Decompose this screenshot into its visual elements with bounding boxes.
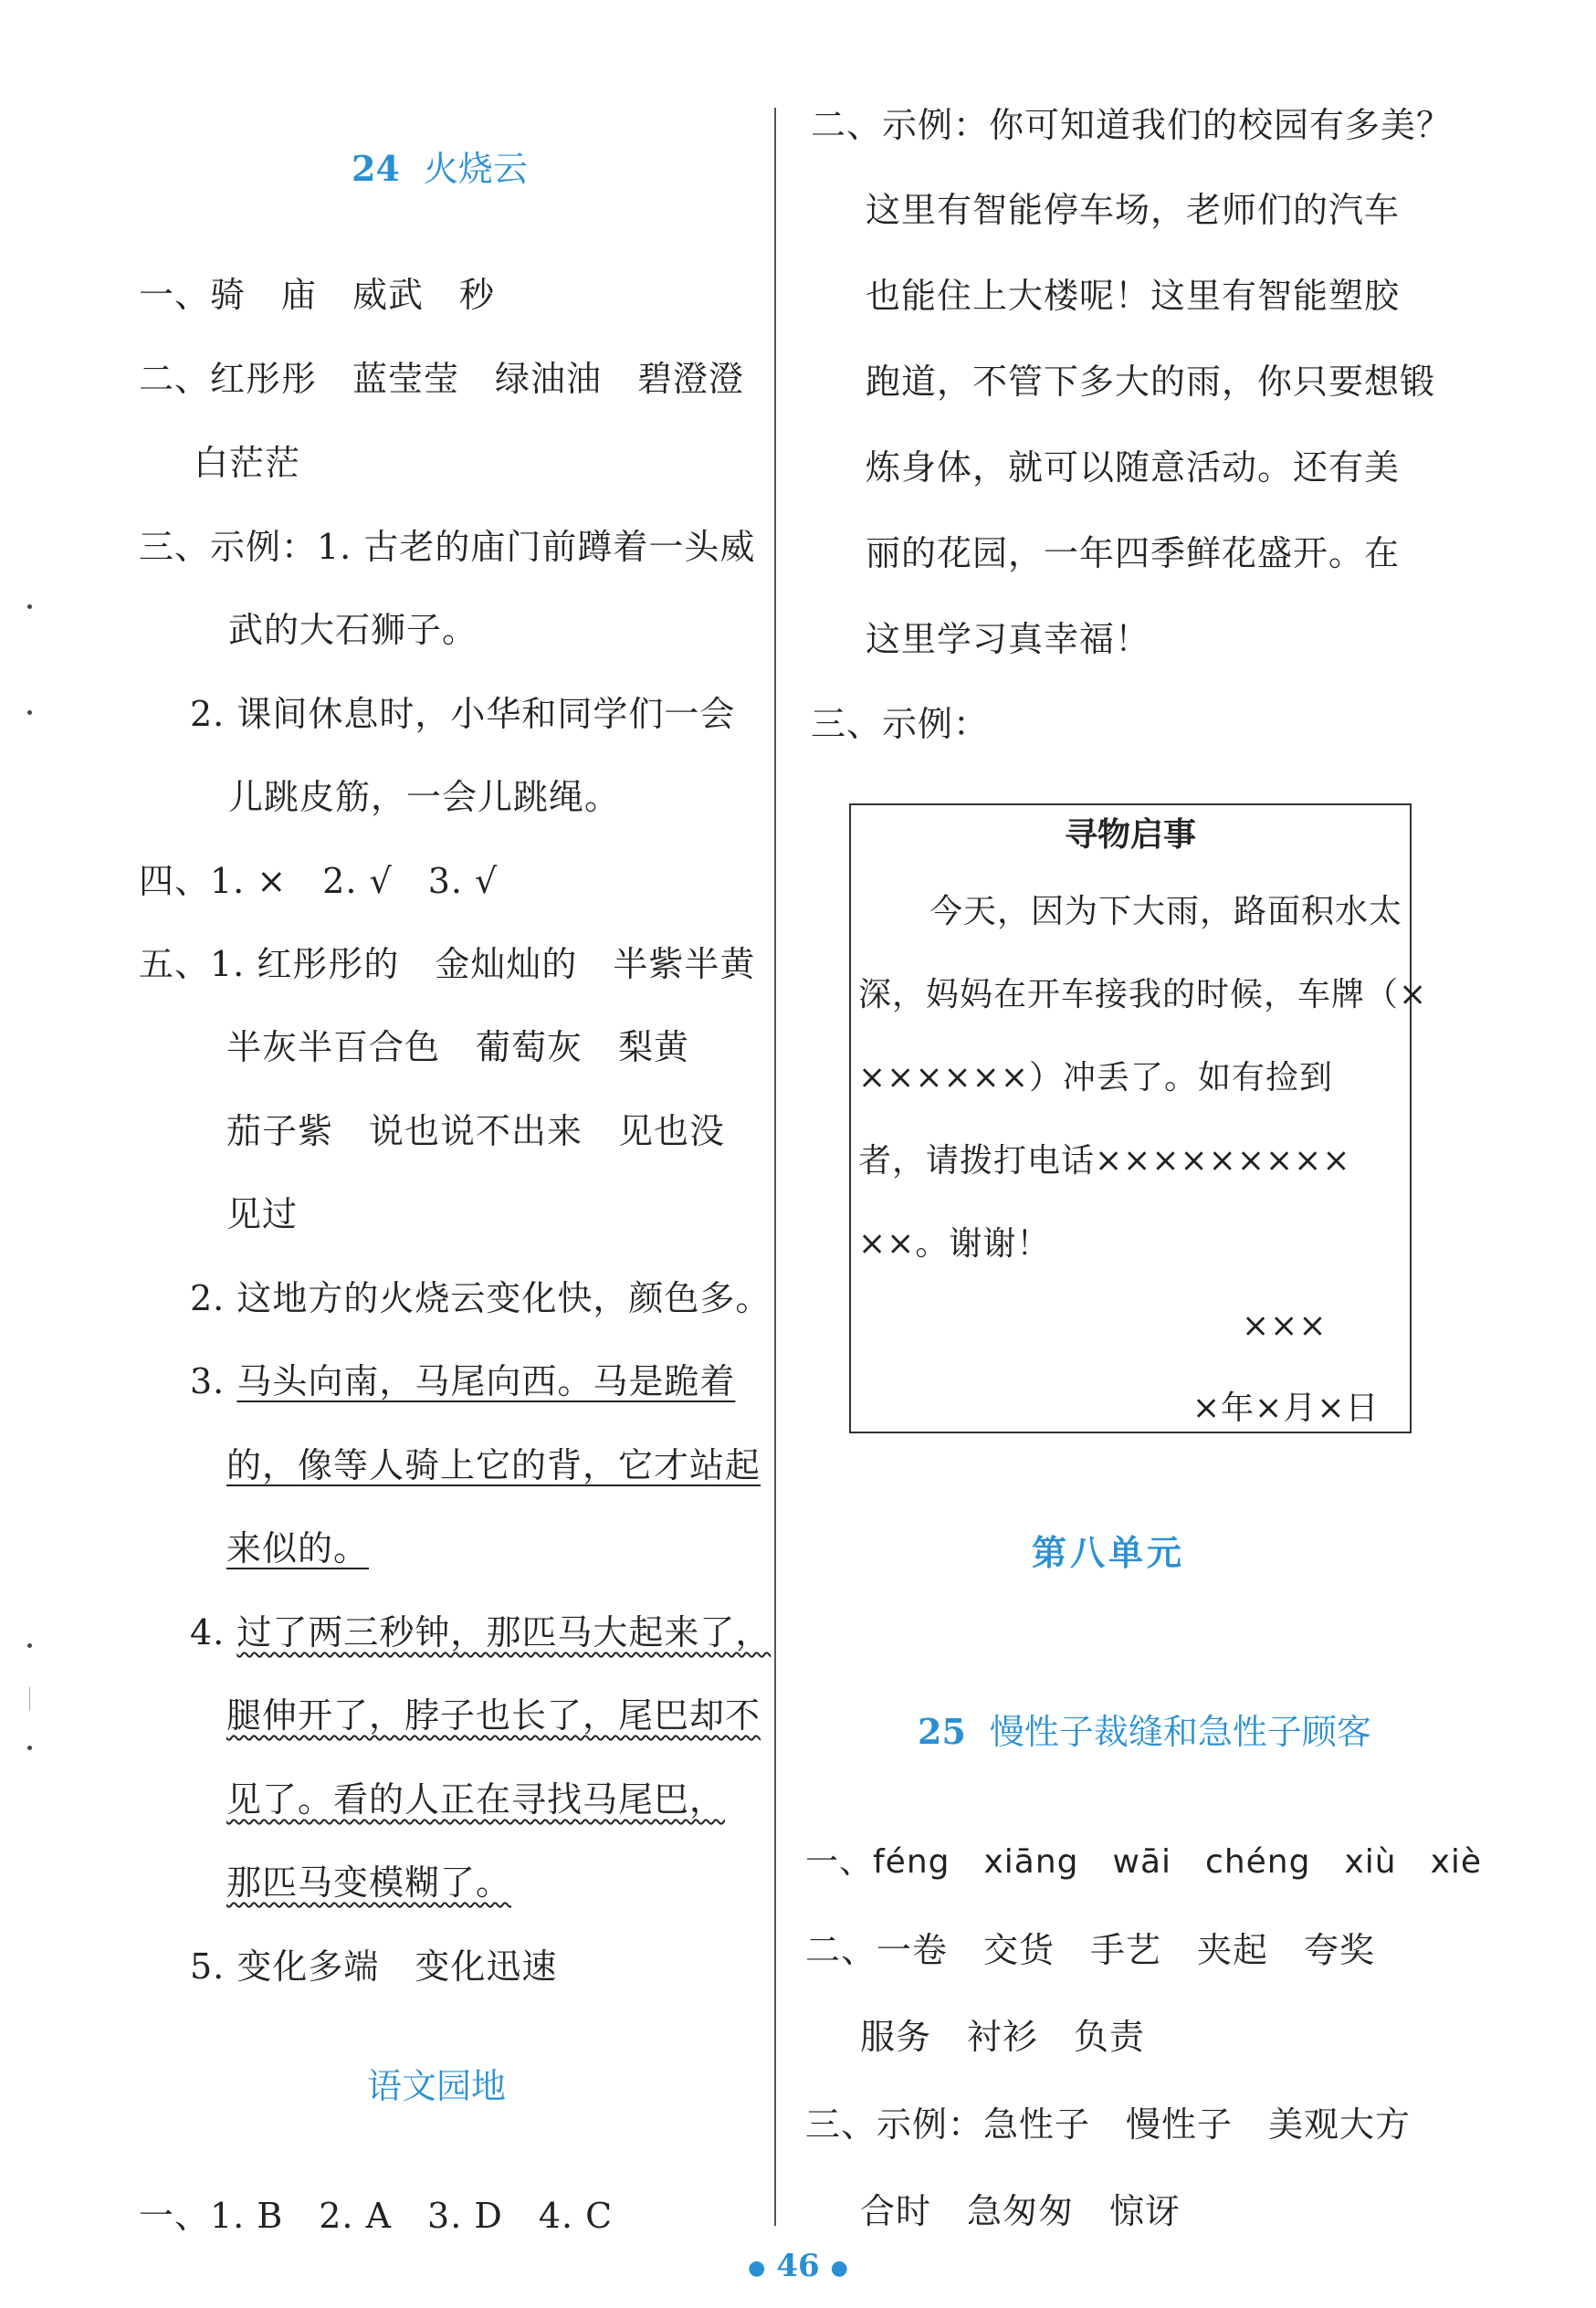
answer-line: 丽的花园，一年四季鲜花盛开。在 <box>866 533 1401 573</box>
lesson-24-heading <box>352 146 528 192</box>
answer-line: 三、示例： <box>811 704 990 744</box>
margin-mark <box>27 604 32 609</box>
answer-line: 一、骑 庙 威武 秒 <box>139 275 496 315</box>
margin-mark <box>27 710 32 715</box>
answer-line: 见过 <box>226 1194 299 1234</box>
answer-line <box>190 1610 771 1655</box>
answer-line: 2. 课间休息时，小华和同学们一会 <box>190 694 736 734</box>
answer-line: 这里有智能停车场，老师们的汽车 <box>866 190 1401 230</box>
lost-item-notice-box <box>849 803 1428 1433</box>
lesson-24-number: 24 <box>352 148 400 189</box>
item-number: 3. <box>190 1361 237 1401</box>
answer-line: 跑道，不管下多大的雨，你只要想锻 <box>866 362 1436 402</box>
chinese-garden-heading: 语文园地 <box>367 2066 507 2106</box>
answer-line: 炼身体，就可以随意活动。还有美 <box>866 447 1401 488</box>
underlined-text: 来似的。 <box>226 1528 370 1568</box>
wavy-underlined-text: 那匹马变模糊了。 <box>226 1862 512 1903</box>
answer-line: 三、示例：急性子 慢性子 美观大方 <box>805 2104 1412 2145</box>
wavy-underlined-text: 见了。看的人正在寻找马尾巴， <box>226 1779 726 1820</box>
underlined-text: 马头向南，马尾向西。马是跪着 <box>236 1361 736 1401</box>
answer-line: 也能住上大楼呢！这里有智能塑胶 <box>866 276 1401 316</box>
column-divider <box>774 108 776 2226</box>
answer-line: 儿跳皮筋，一会儿跳绳。 <box>228 777 621 817</box>
answer-line: 白茫茫 <box>194 443 301 483</box>
margin-mark <box>29 1687 30 1711</box>
answer-line: 武的大石狮子。 <box>228 610 478 650</box>
answer-line: 5. 变化多端 变化迅速 <box>190 1946 558 1987</box>
notice-signature: ××× <box>1242 1307 1328 1345</box>
lesson-25-heading <box>918 1709 1371 1755</box>
notice-line: 深，妈妈在开车接我的时候，车牌（× <box>858 976 1428 1013</box>
page-dot-right: ● <box>830 2256 848 2280</box>
margin-mark <box>27 1746 32 1750</box>
lesson-24-title: 火烧云 <box>423 149 528 189</box>
answer-line: 一、1. B 2. A 3. D 4. C <box>139 2196 614 2236</box>
margin-mark <box>27 1643 32 1648</box>
answer-line: 2. 这地方的火烧云变化快，颜色多。 <box>190 1278 772 1318</box>
lesson-25-number: 25 <box>918 1711 966 1752</box>
answer-line: 茄子紫 说也说不出来 见也没 <box>226 1111 726 1151</box>
answer-line: 四、1. × 2. √ 3. √ <box>139 861 499 901</box>
answer-line: 二、红彤彤 蓝莹莹 绿油油 碧澄澄 <box>139 359 745 399</box>
answer-line: 三、示例：1. 古老的庙门前蹲着一头威 <box>139 527 756 567</box>
answer-line: 五、1. 红彤彤的 金灿灿的 半紫半黄 <box>139 944 756 984</box>
notice-title: 寻物启事 <box>1064 816 1196 854</box>
notice-line: ××××××）冲丢了。如有捡到 <box>858 1059 1333 1096</box>
answer-line: 二、示例：你可知道我们的校园有多美？ <box>811 105 1453 145</box>
answer-line: 这里学习真幸福！ <box>866 619 1151 659</box>
notice-line: 者，请拨打电话××××××××× <box>858 1142 1351 1180</box>
wavy-underlined-text: 腿伸开了，脖子也长了，尾巴却不 <box>226 1695 761 1736</box>
answer-line: 服务 衬衫 负责 <box>860 2017 1146 2057</box>
answer-line: 合时 急匆匆 惊讶 <box>860 2191 1181 2231</box>
pinyin-answers: 一、féng xiāng wāi chéng xiù xiè <box>805 1843 1483 1881</box>
notice-line: ××。谢谢！ <box>858 1225 1051 1263</box>
item-number: 4. <box>190 1612 237 1652</box>
answer-line <box>190 1359 735 1404</box>
notice-line: 今天，因为下大雨，路面积水太 <box>929 893 1403 930</box>
lesson-25-title: 慢性子裁缝和急性子顾客 <box>989 1712 1371 1752</box>
underlined-text: 的，像等人骑上它的背，它才站起 <box>226 1445 761 1485</box>
answer-line: 半灰半百合色 葡萄灰 梨黄 <box>226 1027 690 1067</box>
page-number <box>0 2248 1596 2284</box>
notice-date: ×年×月×日 <box>1192 1390 1380 1427</box>
unit-8-heading: 第八单元 <box>1032 1533 1186 1573</box>
answer-line: 二、一卷 交货 手艺 夹起 夸奖 <box>805 1930 1376 1970</box>
wavy-underlined-text: 过了两三秒钟，那匹马大起来了， <box>236 1612 772 1652</box>
page-dot-left: ● <box>748 2256 766 2280</box>
page-number-text: 46 <box>776 2248 820 2284</box>
